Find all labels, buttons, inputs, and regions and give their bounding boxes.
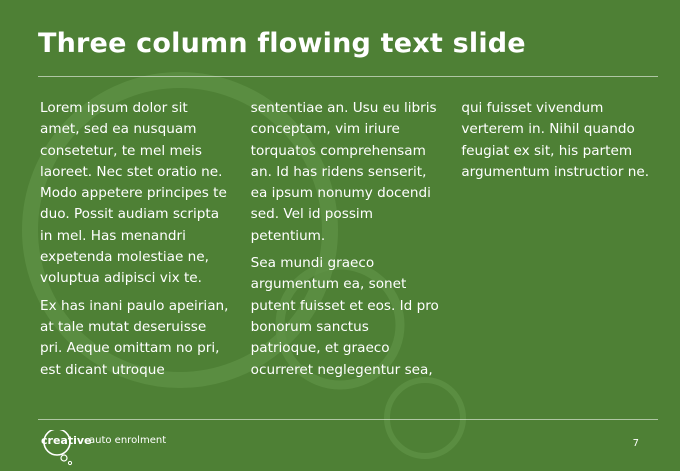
slide-title: Three column flowing text slide xyxy=(38,28,526,59)
footer-divider xyxy=(38,419,658,420)
body-paragraph: Ex has inani paulo apeirian, at tale mutat deseruisse pri. Aeque omittam no pri, est dicant utroque sententiae an. Usu eu libris conceptam, vim iriure torquatos comprehensam an. Id has ridens senserit, ea ipsum nonumy docendi sed. Vel id possim petentium. xyxy=(40,100,437,378)
body-paragraph: Sea mundi graeco argumentum ea, sonet putent fuisset et eos. Id pro bonorum sanctus patrioque, et graeco ocurreret neglegentur sea, qui fuisset vivendum verterem in. Nihil quando feugiat ex sit, his partem argumentum instructior ne. xyxy=(250,100,650,378)
body-paragraph: Lorem ipsum dolor sit amet, sed ea nusquam consetetur, te mel meis laoreet. Nec stet oratio ne. Modo appetere principes te duo. Possit audiam scripta in mel. Has menandri expetenda molestiae ne, voluptua adipisci vix te. xyxy=(40,100,227,287)
small-ring xyxy=(387,380,463,456)
logo-tagline: auto enrolment xyxy=(89,435,167,446)
title-divider xyxy=(38,76,658,77)
three-column-text xyxy=(40,98,650,388)
logo-wordmark: creative xyxy=(41,434,92,447)
page-number: 7 xyxy=(632,438,639,449)
creative-auto-enrolment-logo xyxy=(34,430,194,466)
